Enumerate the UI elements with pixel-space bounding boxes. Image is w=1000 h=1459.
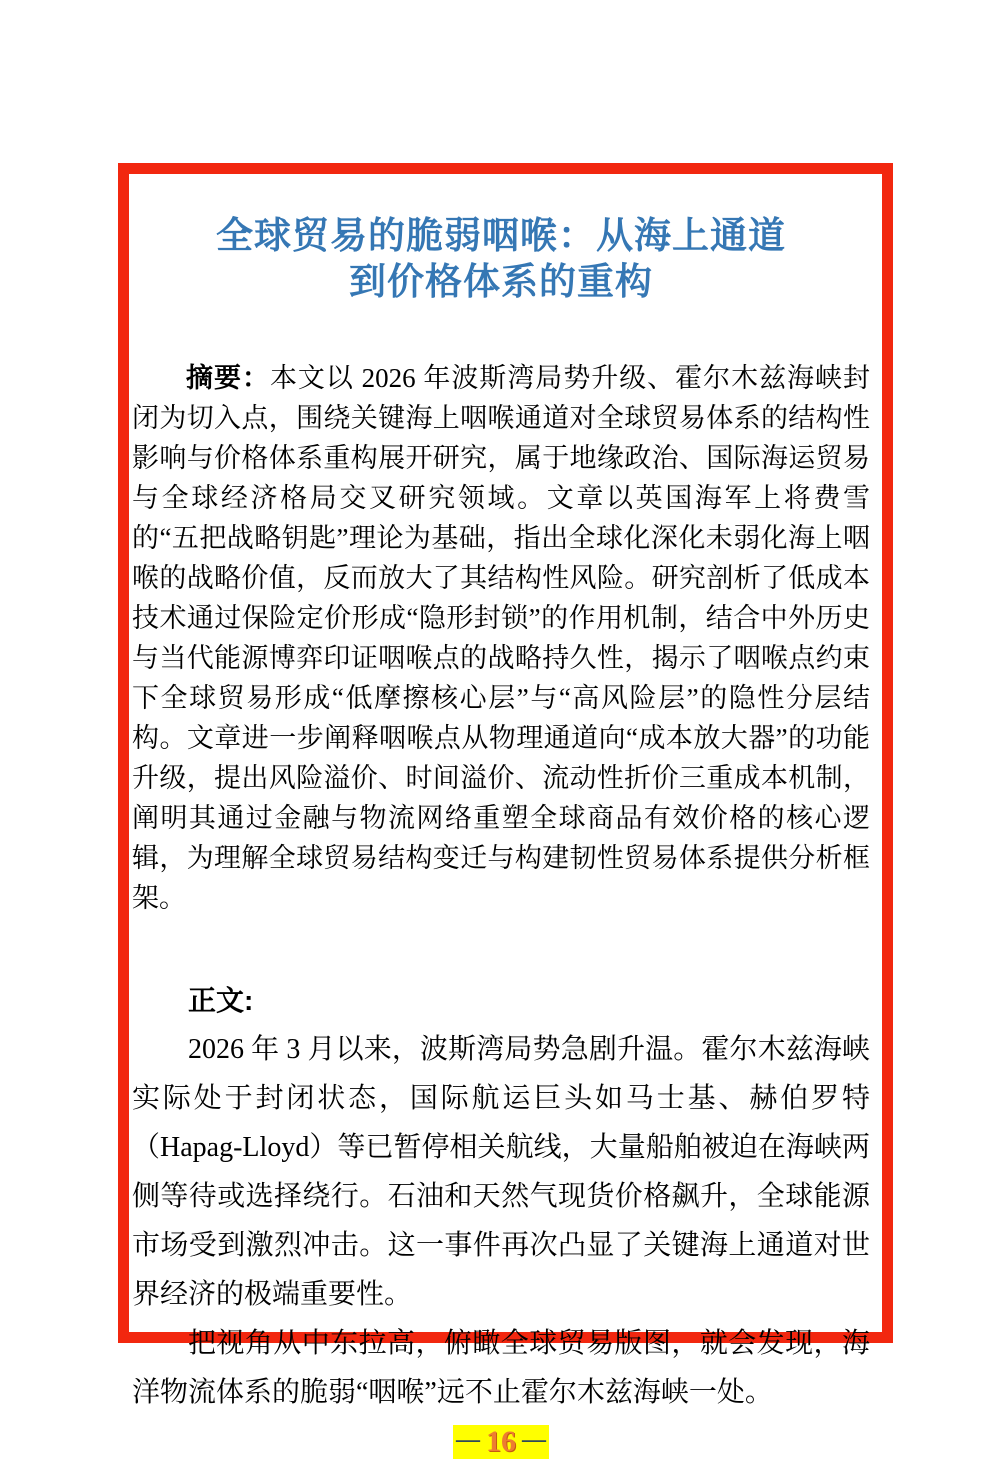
page-number-footer: [132, 1425, 870, 1459]
abstract-label: 摘要: [186, 363, 242, 393]
page-number-highlight-band: [453, 1425, 549, 1459]
abstract-colon: ：: [241, 363, 270, 393]
page-number: 16: [486, 1425, 516, 1458]
page-title-line-2: 到价格体系的重构: [349, 262, 653, 303]
red-border-frame: [118, 163, 893, 1458]
page-title: [132, 214, 870, 306]
body-paragraph-1: 2026 年 3 月以来，波斯湾局势急剧升温。霍尔木兹海峡实际处于封闭状态，国际航运巨头如马士基、赫伯罗特（Hapag-Lloyd）等已暂停相关航线，大量船舶被迫在海峡两侧等待或选择绕行。石油和天然气现货价格飙升，全球能源市场受到激烈冲击。这一事件再次凸显了关键海上通道对世界经济的极端重要性。: [132, 1034, 870, 1310]
abstract-paragraph: [132, 358, 870, 918]
page-number-dash-right: —: [522, 1427, 546, 1453]
body-paragraph-2: 把视角从中东拉高，俯瞰全球贸易版图，就会发现，海洋物流体系的脆弱“咽喉”远不止霍尔木兹海峡一处。: [132, 1328, 870, 1408]
page-number-dash-left: —: [456, 1427, 480, 1453]
page-title-line-1: 全球贸易的脆弱咽喉：从海上通道: [216, 216, 786, 257]
body-section-label: [132, 976, 870, 1025]
abstract-text: 本文以 2026 年波斯湾局势升级、霍尔木兹海峡封闭为切入点，围绕关键海上咽喉通道对全球贸易体系的结构性影响与价格体系重构展开研究，属于地缘政治、国际海运贸易与全球经济格局交叉研究领域。文章以英国海军上将费雪的“五把战略钥匙”理论为基础，指出全球化深化未弱化海上咽喉的战略价值，反而放大了其结构性风险。研究剖析了低成本技术通过保险定价形成“隐形封锁”的作用机制，结合中外历史与当代能源博弈印证咽喉点的战略持久性，揭示了咽喉点约束下全球贸易形成“低摩擦核心层”与“高风险层”的隐性分层结构。文章进一步阐释咽喉点从物理通道向“成本放大器”的功能升级，提出风险溢价、时间溢价、流动性折价三重成本机制，阐明其通过金融与物流网络重塑全球商品有效价格的核心逻辑，为理解全球贸易结构变迁与构建韧性贸易体系提供分析框架。: [132, 363, 871, 913]
body-section-label-text: 正文:: [188, 985, 254, 1016]
